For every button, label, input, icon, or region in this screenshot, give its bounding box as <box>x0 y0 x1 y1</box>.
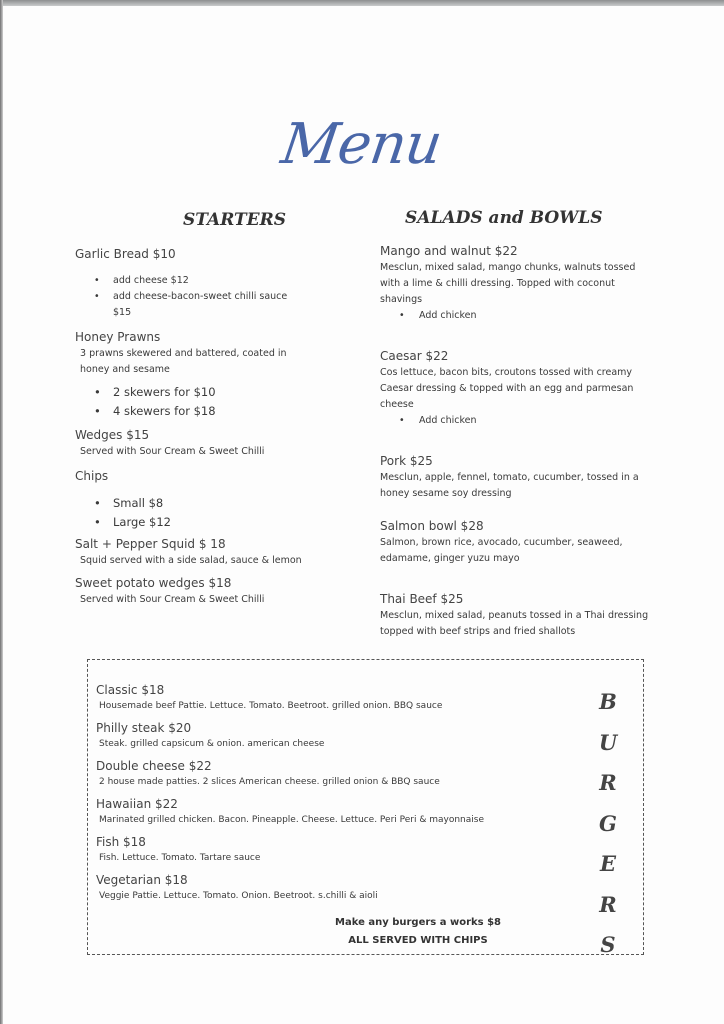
menu-item <box>96 682 566 714</box>
starters-section <box>75 246 360 608</box>
item-title: Garlic Bread $10 <box>75 247 176 261</box>
vertical-letter: R <box>599 770 617 795</box>
item-title: Classic $18 <box>96 683 165 697</box>
item-description: Housemade beef Pattie. Lettuce. Tomato. Beetroot. grilled onion. BBQ sauce <box>99 701 443 711</box>
scan-edge-left <box>0 0 3 1024</box>
item-title: Caesar $22 <box>380 349 449 363</box>
item-description: Salmon, brown rice, avocado, cucumber, seaweed, edamame, ginger yuzu mayo <box>380 537 623 564</box>
menu-item <box>380 518 670 567</box>
menu-item <box>96 758 566 790</box>
menu-item <box>380 591 670 640</box>
vertical-letter: S <box>600 932 616 957</box>
item-description: 2 house made patties. 2 slices American cheese. grilled onion & BBQ sauce <box>99 777 440 787</box>
item-title: Pork $25 <box>380 454 433 468</box>
menu-item <box>75 246 360 321</box>
menu-item <box>75 536 360 569</box>
item-title: Mango and walnut $22 <box>380 244 518 258</box>
item-option: • Add chicken <box>380 308 670 324</box>
item-option: • Large $12 <box>75 513 360 532</box>
item-title: Hawaiian $22 <box>96 797 178 811</box>
salads-section <box>380 243 670 640</box>
item-title: Double cheese $22 <box>96 759 212 773</box>
vertical-letter: E <box>599 851 616 876</box>
item-description: Veggie Pattie. Lettuce. Tomato. Onion. Beetroot. s.chilli & aioli <box>99 891 378 901</box>
item-description: Mesclun, mixed salad, peanuts tossed in a Thai dressing topped with beef strips and fried shallots <box>380 610 649 637</box>
burger-list <box>96 682 566 910</box>
menu-item <box>380 348 670 429</box>
item-description: Cos lettuce, bacon bits, croutons tossed with creamy Caesar dressing & topped with an egg and parmesan cheese <box>380 367 634 410</box>
item-description: Served with Sour Cream & Sweet Chilli <box>80 446 265 457</box>
item-description: Marinated grilled chicken. Bacon. Pineapple. Cheese. Lettuce. Peri Peri & mayonnaise <box>99 815 484 825</box>
starters-heading: STARTERS <box>183 210 287 230</box>
item-title: Philly steak $20 <box>96 721 192 735</box>
vertical-letter: B <box>599 689 617 714</box>
menu-item <box>96 834 566 866</box>
item-description: Mesclun, mixed salad, mango chunks, walnuts tossed with a lime & chilli dressing. Topped with coconut shavings <box>380 262 636 305</box>
menu-item <box>380 243 670 324</box>
menu-item <box>96 796 566 828</box>
item-title: Vegetarian $18 <box>96 873 188 887</box>
salads-heading: SALADS and BOWLS <box>405 208 603 228</box>
item-option: • add cheese-bacon-sweet chilli sauce $15 <box>75 289 360 321</box>
item-description: Mesclun, apple, fennel, tomato, cucumber, tossed in a honey sesame soy dressing <box>380 472 639 499</box>
item-option: • 4 skewers for $18 <box>75 402 360 421</box>
vertical-letter: U <box>598 729 618 755</box>
menu-item <box>96 720 566 752</box>
works-note: Make any burgers a works $8 <box>335 917 501 928</box>
chips-note: ALL SERVED WITH CHIPS <box>348 935 488 946</box>
item-description: Served with Sour Cream & Sweet Chilli <box>80 594 265 605</box>
scan-edge-top <box>0 0 724 6</box>
item-option: • 2 skewers for $10 <box>75 383 360 402</box>
burgers-vertical-label <box>593 682 623 966</box>
vertical-letter: G <box>599 810 617 836</box>
item-description: Squid served with a side salad, sauce & lemon <box>80 555 302 566</box>
menu-item <box>75 468 360 532</box>
item-title: Honey Prawns <box>75 330 161 344</box>
menu-item <box>96 872 566 904</box>
menu-item <box>75 427 360 460</box>
burgers-section <box>87 659 644 955</box>
item-title: Sweet potato wedges $18 <box>75 576 232 590</box>
item-description: 3 prawns skewered and battered, coated in honey and sesame <box>80 348 287 375</box>
item-title: Salt + Pepper Squid $ 18 <box>75 537 226 551</box>
item-option: • Small $8 <box>75 494 360 513</box>
menu-title: Menu <box>277 112 446 177</box>
vertical-letter: R <box>599 891 617 917</box>
item-description: Steak. grilled capsicum & onion. american cheese <box>99 739 325 749</box>
item-title: Thai Beef $25 <box>380 592 464 606</box>
menu-item <box>380 453 670 502</box>
item-title: Wedges $15 <box>75 428 150 442</box>
item-title: Fish $18 <box>96 835 146 849</box>
item-description: Fish. Lettuce. Tomato. Tartare sauce <box>99 853 261 863</box>
item-option: • add cheese $12 <box>75 273 360 289</box>
item-option: • Add chicken <box>380 413 670 429</box>
menu-item <box>75 329 360 421</box>
menu-item <box>75 575 360 608</box>
item-title: Chips <box>75 469 109 483</box>
item-title: Salmon bowl $28 <box>380 519 484 533</box>
